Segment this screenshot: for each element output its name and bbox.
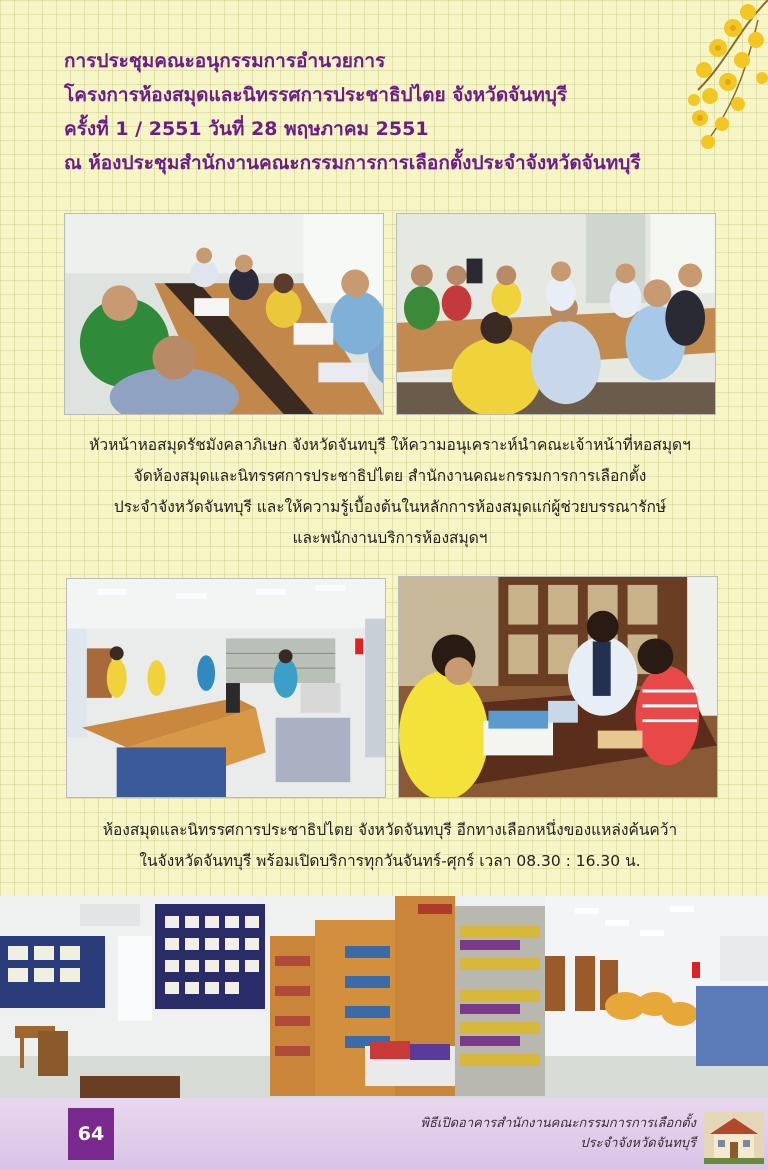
- caption-meeting-line-2: จัดห้องสมุดและนิทรรศการประชาธิปไตย สำนักงานคณะกรรมการการเลือกตั้ง: [133, 467, 647, 485]
- reading-table-photo: [398, 576, 718, 798]
- footer-caption-line-2: ประจำจังหวัดจันทบุรี: [580, 1136, 696, 1151]
- caption-library-line-2: ในจังหวัดจันทบุรี พร้อมเปิดบริการทุกวันจันทร์-ศุกร์ เวลา 08.30 : 16.30 น.: [139, 852, 641, 870]
- page-number: 64: [68, 1108, 114, 1160]
- library-room-photo: [66, 578, 386, 798]
- title-line-3: ครั้งที่ 1 / 2551 วันที่ 28 พฤษภาคม 2551: [64, 118, 429, 140]
- caption-meeting: [40, 430, 740, 554]
- building-thumbnail: [704, 1112, 764, 1164]
- library-shelves-photo: [0, 896, 768, 1098]
- page-title: [64, 44, 704, 180]
- meeting-photo-right: [396, 213, 716, 415]
- caption-library: [40, 815, 740, 877]
- caption-library-line-1: ห้องสมุดและนิทรรศการประชาธิปไตย จังหวัดจันทบุรี อีกทางเลือกหนึ่งของแหล่งค้นคว้า: [102, 821, 678, 839]
- title-line-2: โครงการห้องสมุดและนิทรรศการประชาธิปไตย จังหวัดจันทบุรี: [64, 84, 568, 106]
- caption-meeting-line-4: และพนักงานบริการห้องสมุดฯ: [292, 529, 488, 547]
- footer-caption-line-1: พิธีเปิดอาคารสำนักงานคณะกรรมการการเลือกตั้ง: [420, 1116, 696, 1131]
- title-line-4: ณ ห้องประชุมสำนักงานคณะกรรมการการเลือกตั้งประจำจังหวัดจันทบุรี: [64, 152, 641, 174]
- caption-meeting-line-1: หัวหน้าหอสมุดรัชมังคลาภิเษก จังหวัดจันทบุรี ให้ความอนุเคราะห์นำคณะเจ้าหน้าที่หอสมุดฯ: [89, 436, 691, 454]
- meeting-photo-left: [64, 213, 384, 415]
- title-line-1: การประชุมคณะอนุกรรมการอำนวยการ: [64, 50, 386, 72]
- caption-meeting-line-3: ประจำจังหวัดจันทบุรี และให้ความรู้เบื้องต้นในหลักการห้องสมุดแก่ผู้ช่วยบรรณารักษ์: [113, 498, 667, 516]
- footer-caption: [420, 1114, 696, 1154]
